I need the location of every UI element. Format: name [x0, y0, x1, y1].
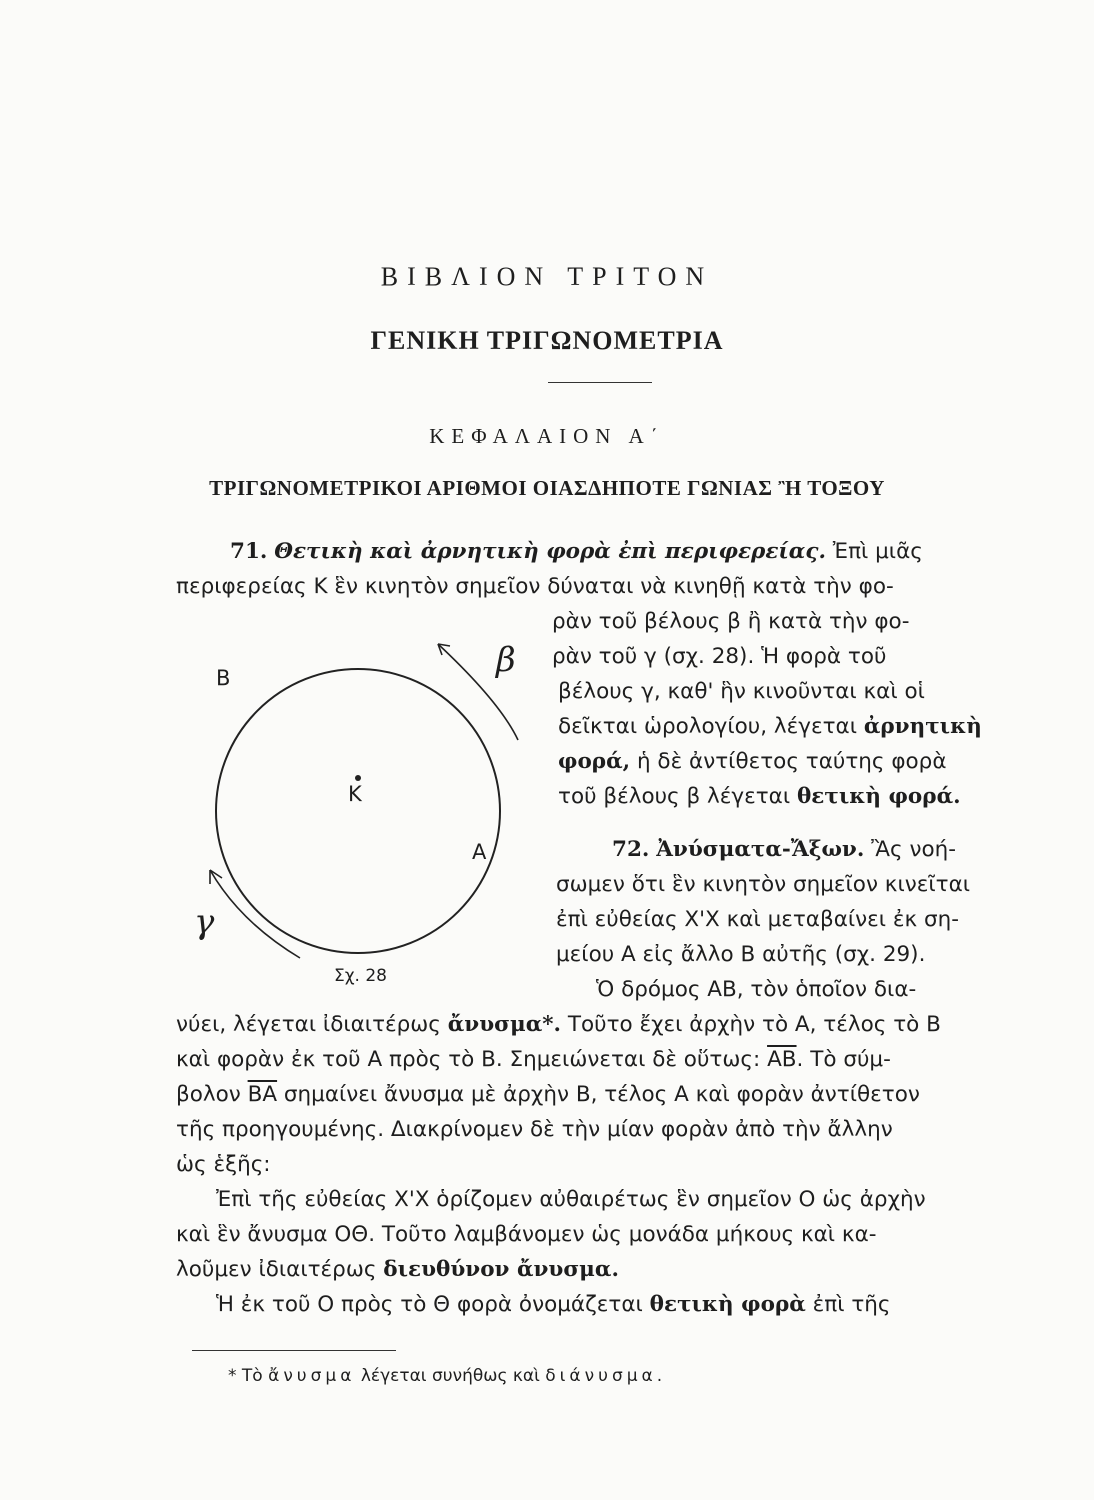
- section-72-line-13-text: λοῦμεν ἰδιαιτέρως: [176, 1257, 377, 1282]
- section-71-heading-line: [230, 537, 923, 567]
- arrow-gamma-head: [210, 870, 222, 884]
- section-72-line-14: [216, 1290, 891, 1320]
- unit-vector-term: διευθύνον ἄνυσμα.: [383, 1257, 619, 1282]
- arrow-beta-label: β: [496, 640, 516, 680]
- section-72-line-10: ὡς ἑξῆς:: [176, 1152, 271, 1177]
- section-71-line-8-text: τοῦ βέλους β λέγεται: [558, 784, 791, 809]
- section-71-line-4: ρὰν τοῦ γ (σχ. 28). Ἡ φορὰ τοῦ: [552, 644, 887, 669]
- chapter-title: ΚΕΦΑΛΑΙΟΝ Α΄: [429, 424, 665, 448]
- footnote-divider: [192, 1350, 396, 1351]
- footnote: [228, 1366, 666, 1386]
- section-72-line-3: ἐπὶ εὐθείας Χ'Χ καὶ μεταβαίνει ἐκ ση-: [556, 907, 960, 932]
- section-71-line-6-text: δεῖκται ὡρολογίου, λέγεται: [558, 714, 857, 739]
- vector-ab-symbol: $\overline{AB}$: [767, 1047, 797, 1072]
- circle-diagram: [180, 622, 540, 1002]
- section-71-line-6: [558, 712, 982, 742]
- arrow-gamma-label: γ: [194, 902, 215, 942]
- footnote-term-divector: διάνυσμα.: [545, 1366, 667, 1386]
- arrow-gamma-arc: [210, 870, 300, 958]
- figure-28: [180, 622, 540, 1002]
- footnote-text-c: λέγεται συνήθως καὶ: [360, 1366, 540, 1386]
- footnote-marker: *: [228, 1366, 237, 1386]
- section-72-line-6: [176, 1010, 941, 1040]
- section-72-line-8: [176, 1080, 920, 1110]
- section-72-line-6-rest: Τοῦτο ἔχει ἀρχὴν τὸ Α, τέλος τὸ Β: [567, 1012, 941, 1037]
- center-point: [355, 775, 361, 781]
- section-72-line1-rest: Ἂς νοή-: [871, 837, 957, 862]
- section-71-line1-rest: Ἐπὶ μιᾶς: [832, 539, 923, 564]
- section-72-title: Ἀνύσματα-Ἄξων.: [656, 837, 865, 862]
- section-72-line-11: Ἐπὶ τῆς εὐθείας Χ'Χ ὁρίζομεν αὐθαιρέτως ἓν σημεῖον Ο ὡς ἀρχὴν: [216, 1187, 926, 1212]
- section-72-line-6-text: νύει, λέγεται ἰδιαιτέρως: [176, 1012, 441, 1037]
- section-72-line-5: Ὁ δρόμος ΑΒ, τὸν ὁποῖον δια-: [596, 977, 917, 1002]
- chapter-heading: ΤΡΙΓΩΝΟΜΕΤΡΙΚΟΙ ΑΡΙΘΜΟΙ ΟΙΑΣΔΗΠΟΤΕ ΓΩΝΙΑΣ Ἢ ΤΟΞΟΥ: [209, 476, 885, 500]
- section-71-line-3: ρὰν τοῦ βέλους β ἢ κατὰ τὴν φο-: [552, 609, 910, 634]
- section-72-line-7-text: καὶ φορὰν ἐκ τοῦ Α πρὸς τὸ Β. Σημειώνεται δὲ οὕτως:: [176, 1047, 761, 1072]
- negative-direction-term: ἀρνητικὴ: [863, 714, 982, 739]
- section-71-line-7-text: ἡ δὲ ἀντίθετος ταύτης φορὰ: [636, 749, 947, 774]
- section-72-line-7-rest: . Τὸ σύμ-: [796, 1047, 891, 1072]
- section-72-number: 72.: [612, 837, 650, 862]
- center-k-label: Κ: [348, 782, 362, 806]
- section-72-line-14-rest: ἐπὶ τῆς: [812, 1292, 891, 1317]
- circle-k: [216, 669, 500, 953]
- footnote-text-a: Τὸ: [241, 1366, 263, 1386]
- vector-term: ἄνυσμα*.: [447, 1012, 562, 1037]
- section-71-line-8: [558, 782, 961, 812]
- section-72-line-8-text: βολον: [176, 1082, 241, 1107]
- section-72-line-4: μείου Α εἰς ἄλλο Β αὐτῆς (σχ. 29).: [556, 942, 926, 967]
- section-71-title: Θετικὴ καὶ ἀρνητικὴ φορὰ ἐπὶ περιφερείας.: [274, 539, 826, 564]
- point-a-label: Α: [472, 840, 487, 864]
- figure-caption: Σχ. 28: [334, 966, 388, 986]
- point-b-label: Β: [216, 666, 231, 690]
- section-72-line-12: καὶ ἓν ἄνυσμα ΟΘ. Τοῦτο λαμβάνομεν ὡς μονάδα μήκους καὶ κα-: [176, 1222, 877, 1247]
- section-72-line-2: σωμεν ὅτι ἓν κινητὸν σημεῖον κινεῖται: [556, 872, 971, 897]
- title-divider: [548, 382, 652, 383]
- book-title: ΒΙΒΛΙΟΝ ΤΡΙΤΟΝ: [380, 262, 714, 291]
- footnote-term-vector: ἄνυσμα: [268, 1366, 356, 1386]
- section-71-line-7: [558, 747, 947, 777]
- section-72-line-9: τῆς προηγουμένης. Διακρίνομεν δὲ τὴν μίαν φορὰν ἀπὸ τὴν ἄλλην: [176, 1117, 893, 1142]
- section-72-line-14-text: Ἡ ἐκ τοῦ Ο πρὸς τὸ Θ φορὰ ὀνομάζεται: [216, 1292, 643, 1317]
- section-72-line-8-rest: σημαίνει ἄνυσμα μὲ ἀρχὴν Β, τέλος Α καὶ φορὰν ἀντίθετον: [283, 1082, 920, 1107]
- section-72-line-7: [176, 1045, 891, 1075]
- direction-term: φορά,: [558, 749, 631, 774]
- section-71-number: 71.: [230, 539, 268, 564]
- positive-direction-term: θετικὴ φορά.: [796, 784, 961, 809]
- vector-ba-symbol: $\overline{BA}$: [247, 1082, 278, 1107]
- section-71-line-2: περιφερείας Κ ἓν κινητὸν σημεῖον δύναται νὰ κινηθῇ κατὰ τὴν φο-: [176, 574, 894, 599]
- section-71-line-5: βέλους γ, καθ' ἣν κινοῦνται καὶ οἱ: [558, 679, 925, 704]
- section-72-heading-line: [612, 835, 956, 865]
- part-title: ΓΕΝΙΚΗ ΤΡΙΓΩΝΟΜΕΤΡΙΑ: [370, 326, 724, 355]
- section-72-line-13: [176, 1255, 619, 1285]
- positive-direction-term-2: θετικὴ φορὰ: [649, 1292, 806, 1317]
